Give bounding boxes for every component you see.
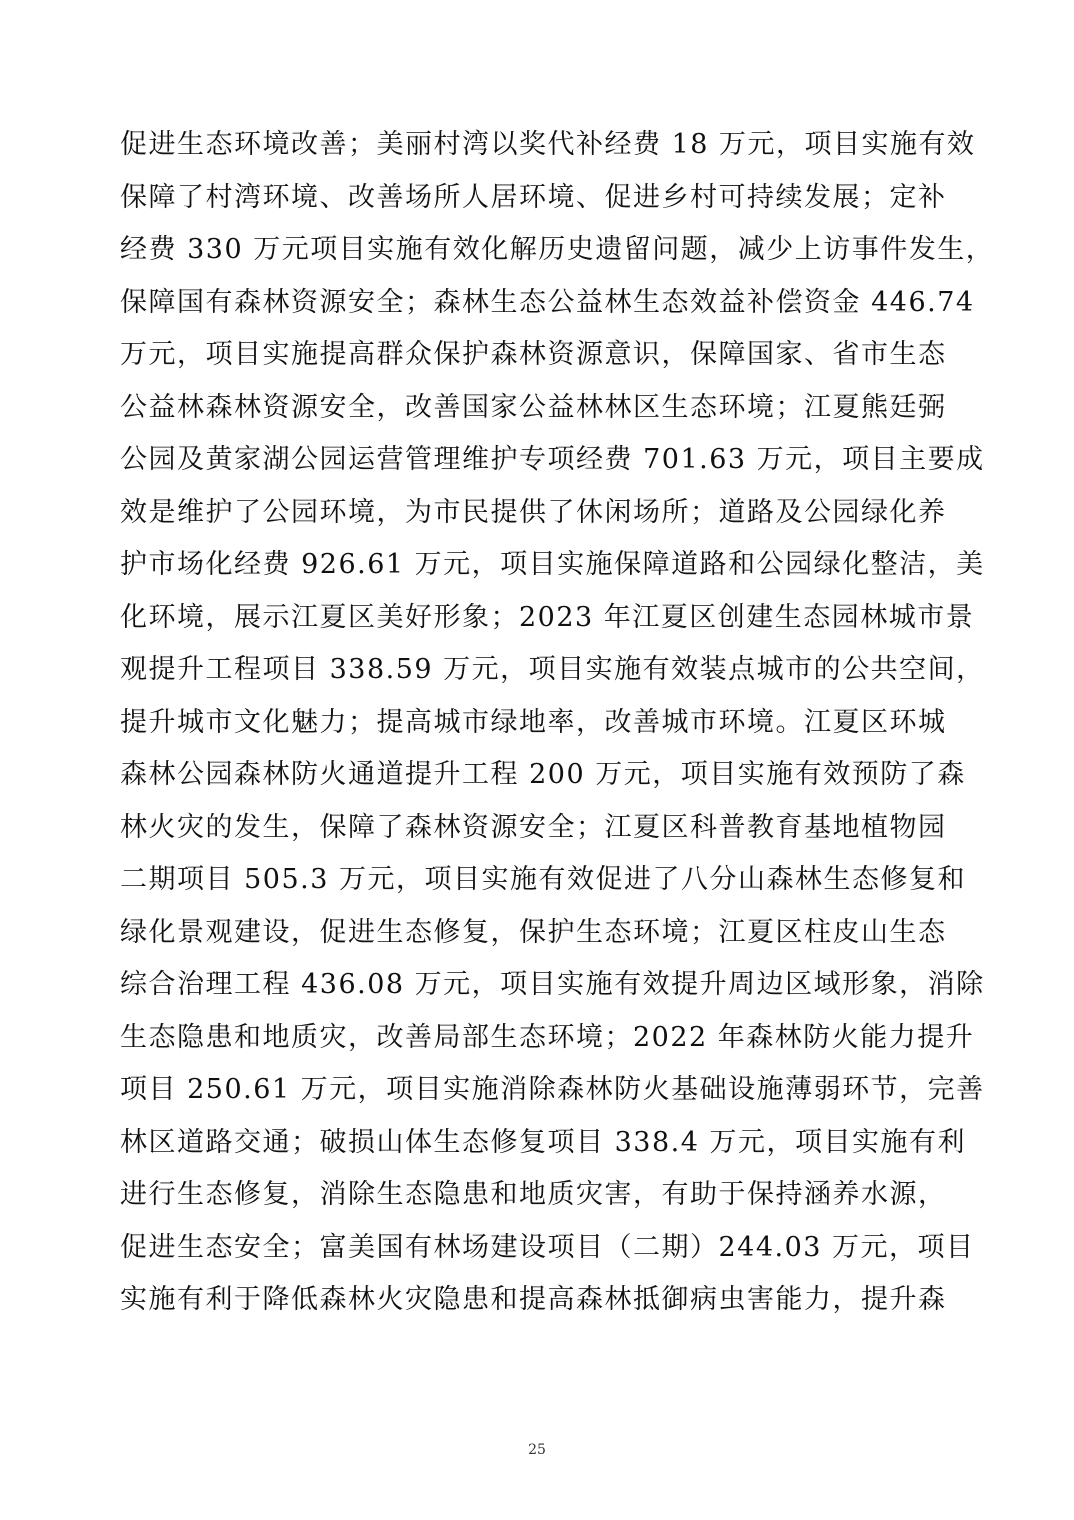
text-line: 观提升工程项目 338.59 万元，项目实施有效装点城市的公共空间， [120, 654, 985, 685]
text-line: 森林公园森林防火通道提升工程 200 万元，项目实施有效预防了森 [120, 759, 966, 790]
text-line: 公益林森林资源安全，改善国家公益林林区生态环境；江夏熊廷弼 [120, 391, 947, 423]
text-line: 绿化景观建设，促进生态修复，保护生态环境；江夏区柱皮山生态 [120, 916, 947, 948]
text-line: 保障国有森林资源安全；森林生态公益林生态效益补偿资金 446.74 [120, 286, 975, 318]
page-number: 25 [528, 1442, 546, 1458]
text-line: 综合治理工程 436.08 万元，项目实施有效提升周边区域形象，消除 [120, 969, 985, 1000]
text-line: 林火灾的发生，保障了森林资源安全；江夏区科普教育基地植物园 [120, 811, 947, 843]
text-line: 化环境，展示江夏区美好形象；2023 年江夏区创建生态园林城市景 [120, 601, 975, 633]
text-line: 林区道路交通；破损山体生态修复项目 338.4 万元，项目实施有利 [120, 1126, 966, 1158]
text-line: 促进生态环境改善；美丽村湾以奖代补经费 18 万元，项目实施有效 [120, 129, 976, 160]
text-line: 公园及黄家湖公园运营管理维护专项经费 701.63 万元，项目主要成 [120, 444, 985, 475]
text-line: 项目 250.61 万元，项目实施消除森林防火基础设施薄弱环节，完善 [120, 1074, 985, 1105]
text-line: 进行生态修复，消除生态隐患和地质灾害，有助于保持涵养水源， [120, 1179, 947, 1210]
text-line: 生态隐患和地质灾，改善局部生态环境；2022 年森林防火能力提升 [120, 1021, 975, 1053]
text-line: 保障了村湾环境、改善场所人居环境、促进乡村可持续发展；定补 [120, 181, 947, 213]
text-line: 护市场化经费 926.61 万元，项目实施保障道路和公园绿化整洁，美 [120, 549, 985, 580]
text-line: 二期项目 505.3 万元，项目实施有效促进了八分山森林生态修复和 [120, 864, 966, 895]
text-line: 万元，项目实施提高群众保护森林资源意识，保障国家、省市生态 [120, 339, 947, 370]
body-text [120, 123, 995, 1331]
text-line: 实施有利于降低森林火灾隐患和提高森林抵御病虫害能力，提升森 [120, 1284, 947, 1315]
text-line: 效是维护了公园环境，为市民提供了休闲场所；道路及公园绿化养 [120, 496, 947, 528]
text-line: 促进生态安全；富美国有林场建设项目（二期）244.03 万元，项目 [120, 1231, 975, 1263]
text-line: 提升城市文化魅力；提高城市绿地率，改善城市环境。江夏区环城 [120, 706, 947, 738]
text-line: 经费 330 万元项目实施有效化解历史遗留问题，减少上访事件发生， [120, 234, 995, 265]
